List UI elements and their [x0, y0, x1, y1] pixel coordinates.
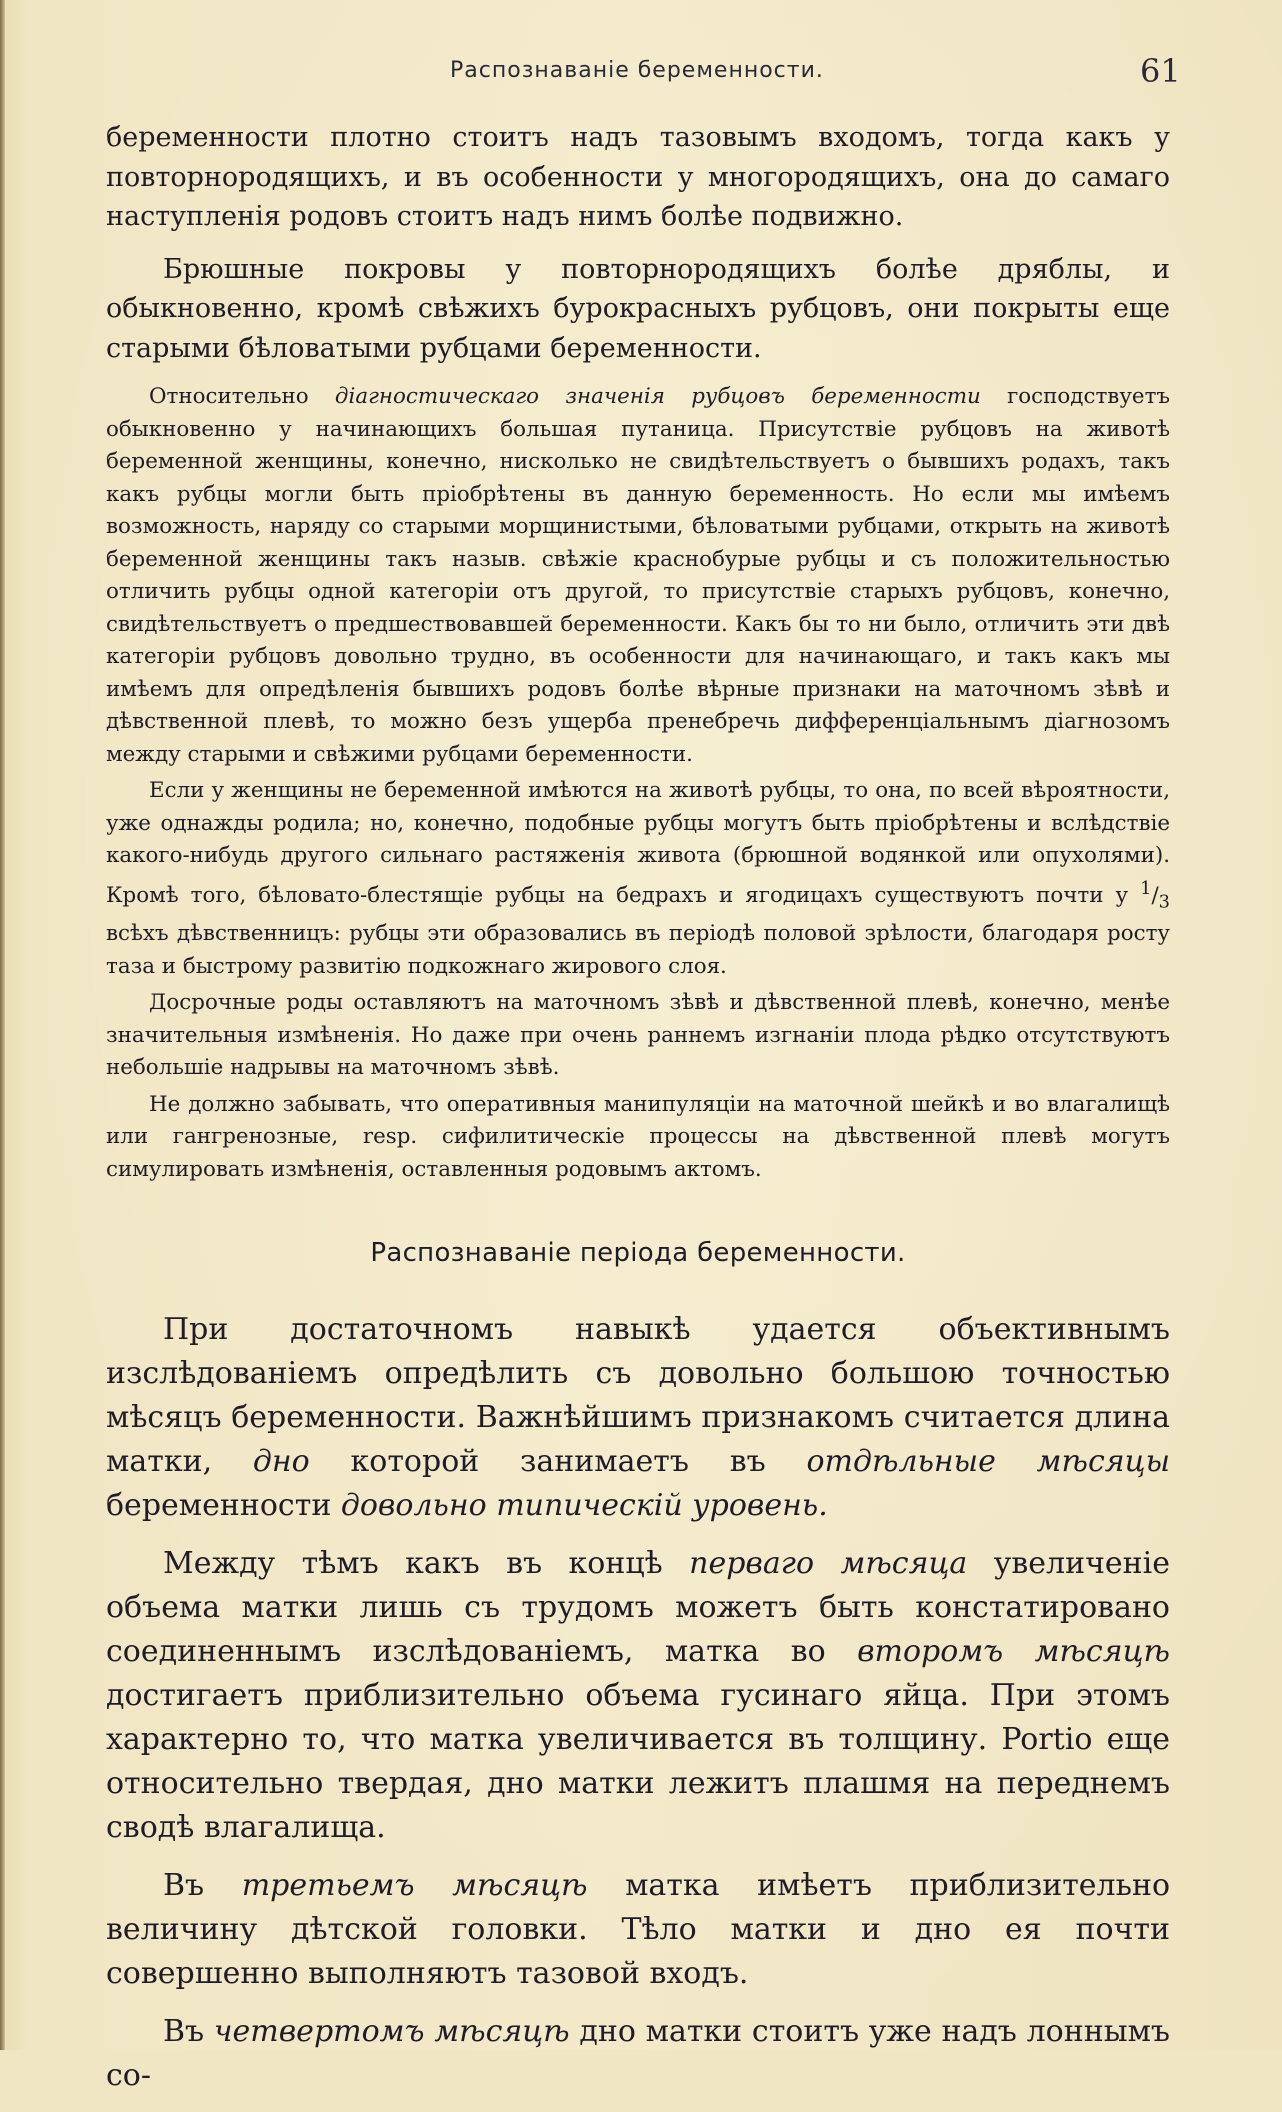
paragraph	[106, 775, 1170, 983]
text-run: Если у женщины не беременной имѣются на животѣ рубцы, то она, по всей вѣроятности, уже однажды родила; но, конечно, подобные рубцы могутъ быть пріобрѣтены и вслѣдствіе какого-нибудь другого сильнаго растяженія живота (брюшной водянкой или опухолями). Кромѣ того, бѣловато-блестящіе рубцы на бедрахъ и ягодицахъ существуютъ почти у	[106, 778, 1170, 908]
fraction-slash: /	[1151, 882, 1159, 908]
text-run: господствуетъ обыкновенно у начинающихъ большая путаница. Присутствіе рубцовъ на животѣ беременной женщины, конечно, нисколько не свидѣтельствуетъ о бывшихъ родахъ, такъ какъ рубцы могли быть пріобрѣтены въ данную беременность. Но если мы имѣемъ возможность, наряду со старыми морщинистыми, бѣловатыми рубцами, открыть на животѣ беременной женщины такъ назыв. свѣжіе краснобурые рубцы и съ положительностью отличить рубцы одной категоріи отъ другой, то присутствіе старыхъ рубцовъ, конечно, свидѣтельствуетъ о предшествовавшей беременности. Какъ бы то ни было, отличить эти двѣ категоріи рубцовъ довольно трудно, въ особенности для начинающаго, и такъ какъ мы имѣемъ для опредѣленія бывшихъ родовъ болѣе вѣрные признаки на маточномъ зѣвѣ и дѣвственной плевѣ, то можно безъ ущерба пренебречь дифференціальнымъ діагнозомъ между старыми и свѣжими рубцами беременности.	[106, 384, 1171, 767]
page-number: 61	[1140, 52, 1181, 90]
paragraph: Досрочные роды оставляютъ на маточномъ зѣвѣ и дѣвственной плевѣ, конечно, менѣе значительныя измѣненія. Но даже при очень раннемъ изгнаніи плода рѣдко отсутствуютъ небольшіе надрывы на маточномъ зѣвѣ.	[106, 990, 1170, 1081]
text-run: Въ	[163, 2014, 214, 2050]
large-print-block	[106, 118, 1170, 368]
paragraph	[106, 381, 1170, 771]
paragraph: Не должно забывать, что оперативныя манипуляціи на маточной шейкѣ и во влагалищѣ или гангренозные, resp. сифилитическіе процессы на дѣвственной плевѣ могутъ симулировать измѣненія, оставленныя родовымъ актомъ.	[106, 1091, 1170, 1182]
emphasis: перваго мѣсяца	[689, 1546, 968, 1582]
page-body	[106, 118, 1170, 2112]
text-run: дно матки стоитъ уже надъ лоннымъ со-	[106, 2014, 1171, 2094]
page-header	[0, 52, 1282, 96]
paragraph	[106, 2010, 1170, 2098]
running-title: Распознаваніе беременности.	[450, 58, 824, 83]
text-run: беременности	[106, 1488, 341, 1524]
fraction-numerator: 1	[1140, 877, 1152, 899]
text-run: увеличеніе объема матки лишь съ трудомъ можетъ быть констатировано соединеннымъ изслѣдованіемъ, матка во	[106, 1546, 1171, 1670]
paragraph	[106, 1542, 1170, 1850]
page-binding-edge	[0, 0, 5, 2050]
text-run: При достаточномъ навыкѣ удается объективнымъ изслѣдованіемъ опредѣлить съ довольно большою точностью мѣсяцъ беременности. Важнѣйшимъ признакомъ считается длина матки,	[106, 1312, 1170, 1480]
emphasis: дно	[252, 1444, 310, 1480]
text-run: достигаетъ приблизительно объема гусинаго яйца. При этомъ характерно то, что матка увеличивается въ толщину. Portio еще относительно твердая, дно матки лежитъ плашмя на переднемъ сводѣ влагалища.	[106, 1678, 1170, 1846]
text-run: Между тѣмъ какъ въ концѣ	[163, 1546, 690, 1582]
emphasis: третьемъ мѣсяцѣ	[241, 1868, 588, 1904]
paragraph: Брюшные покровы у повторнородящихъ болѣе дряблы, и обыкновенно, кромѣ свѣжихъ бурокрасныхъ рубцовъ, они покрыты еще старыми бѣловатыми рубцами беременности.	[106, 253, 1170, 364]
emphasis: отдѣльные мѣсяцы	[806, 1444, 1170, 1480]
fraction-denominator: 3	[1158, 890, 1170, 912]
paragraph	[106, 1308, 1170, 1528]
section-body	[106, 1308, 1170, 2098]
text-run: которой занимаетъ въ	[309, 1444, 807, 1480]
emphasis: четвертомъ мѣсяцѣ	[213, 2014, 570, 2050]
emphasis: довольно типическій уровень.	[340, 1488, 828, 1524]
paragraph	[106, 1864, 1170, 1996]
text-run: Въ	[163, 1868, 242, 1904]
emphasis: діагностическаго значенія рубцовъ беременности	[334, 384, 981, 409]
paragraph: беременности плотно стоитъ надъ тазовымъ входомъ, тогда какъ у повторнородящихъ, и въ особенности у многородящихъ, она до самаго наступленія родовъ стоитъ надъ нимъ болѣе подвижно.	[106, 122, 1170, 232]
small-print-block	[106, 381, 1170, 1186]
emphasis: второмъ мѣсяцѣ	[857, 1634, 1170, 1670]
text-run: матка имѣетъ приблизительно величину дѣтской головки. Тѣло матки и дно ея почти совершенно выполняютъ тазовой входъ.	[106, 1868, 1171, 1992]
text-run: Относительно	[149, 384, 335, 409]
text-run: всѣхъ дѣвственницъ: рубцы эти образовались въ періодѣ половой зрѣлости, благодаря росту таза и быстрому развитію подкожнаго жирового слоя.	[106, 921, 1170, 979]
section-heading: Распознаваніе періода беременности.	[370, 1238, 906, 1269]
